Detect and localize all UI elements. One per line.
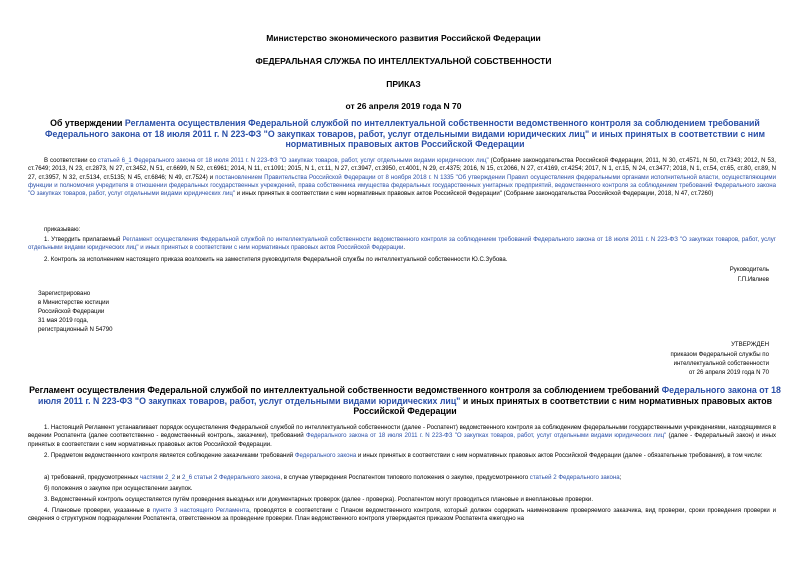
registration-line-4: 31 мая 2019 года, [38, 317, 89, 324]
preamble-paragraph [28, 157, 776, 198]
reglament-p4-text-1: 4. Плановые проверки, указанные в [44, 507, 153, 514]
reglament-paragraph-3 [28, 496, 776, 504]
reglament-p3-text: 3. Ведомственный контроль осуществляется путём проведения выездных или документарных проверок (далее - проверка). Роспатентом могут проводиться плановые и внеплановые проверки. [44, 496, 594, 503]
reglament-paragraph-1 [28, 424, 776, 449]
approved-line-2: приказом Федеральной службы по [670, 351, 769, 358]
order-title-link[interactable]: Регламента осуществления Федеральной службой по интеллектуальной собственности ведомственного контроля за соблюдением требований Федерального закона от 18 июля 2011 г. N 223-ФЗ "О закупках товаров, работ, услуг отдельными видами юридических лиц" и иных принятых в соответствии с ним нормативных правовых актов Российской Федерации [44, 118, 766, 149]
orders-word-text: приказываю: [44, 226, 81, 233]
registration-line-3: Российской Федерации [38, 308, 105, 315]
orders-word [28, 226, 776, 234]
reglament-p2-link[interactable]: Федерального закона [294, 452, 357, 459]
reglament-p2-text-2: и иных принятых в соответствии с ним нормативных правовых актов Российской Федерации (далее - обязательные требования), в том числе: [356, 452, 763, 459]
reglament-p4-link[interactable]: пункте 3 настоящего Регламента [152, 507, 250, 514]
reglament-p1-text-1: 1. Настоящий Регламент устанавливает порядок осуществления Федеральной службой по интеллектуальной собственности (далее - Роспатент) ведомственного контроля за соблюдением федеральными государственными учреждениями, находящимися в ведении Роспатента (далее соответственно - ведомственный контроль, заказчики), требований [28, 424, 776, 440]
preamble-link-resolution[interactable]: постановлением Правительства Российской Федерации от 8 ноября 2018 г. N 1335 "Об утверждении Правил осуществления федеральными органами исполнительной власти, осуществляющими функции и полномочия учредителя в отношении федеральных государственных учреждений, права собственника имущества федеральных государственных унитарных предприятий, ведомственного контроля за соблюдением требований Федерального закона "О закупках товаров, работ, услуг отдельными видами юридических лиц" [28, 173, 776, 198]
reglament-paragraph-4 [28, 507, 776, 524]
reglament-p2a-text-1: а) требований, предусмотренных [44, 474, 140, 481]
reglament-p2a-text-3: , в случае утверждения Роспатентом типового положения о закупке, предусмотренного [280, 474, 530, 481]
reglament-title [24, 385, 786, 417]
preamble-text-2: (Собрание законодательства Российской Федерации, 2011, N 30, ст.4571, N 50, ст.7343; 2012, N 53, ст.7649; 2013, N 23, ст.2873, N 27, ст.3452, N 51, ст.6699, N 52, ст.6961; 2014, N 11, ст.1091; 2015, N 1, ст.11, N 27, ст.3947, ст.3950, ст.4001, N 29, ст.4375; 2016, N 15, ст.2066, N 27, ст.4169, ст.4254; 2017, N 1, ст.15, N 24, ст.3477; 2018, N 1, ст.54, ст.65, ст.80, ст.89, N 27, ст.3957, N 32, ст.5134, ст.5135; N 45, ст.6846; N 49, ст.7524) и [28, 157, 776, 181]
reglament-paragraph-2b [28, 485, 776, 493]
registration-line-2: в Министерстве юстиции [38, 299, 109, 306]
approved-line-4: от 26 апреля 2019 года N 70 [688, 369, 769, 376]
reglament-p2b-text: б) положения о закупке при осуществлении закупок. [44, 485, 193, 492]
reglament-title-text-1: Регламент осуществления Федеральной службой по интеллектуальной собственности ведомственного контроля за соблюдением требований [29, 385, 662, 395]
order-title-prefix: Об утверждении [50, 118, 125, 128]
preamble-link-law[interactable]: статьей 6_1 Федерального закона от 18 июля 2011 г. N 223-ФЗ "О закупках товаров, работ, услуг отдельными видами юридических лиц" [97, 157, 489, 164]
order-item-1-link[interactable]: Регламент осуществления Федеральной службой по интеллектуальной собственности ведомственного контроля за соблюдением требований Федерального закона от 18 июля 2011 г. N 223-ФЗ "О закупках товаров, работ, услуг отдельными видами юридических лиц" и иных принятых в соответствии с ним нормативных правовых актов Российской Федерации [28, 236, 777, 252]
preamble-text-3: и иных принятых в соответствии с ним нормативных правовых актов Российской Федерации" (Собрание законодательства Российской Федерации, 2018, N 47, ст.7260) [235, 190, 714, 198]
order-title [24, 118, 786, 150]
ministry-heading: Министерство экономического развития Российской Федерации [266, 33, 541, 43]
registration-line-5: регистрационный N 54790 [38, 326, 113, 333]
reglament-p2a-link-3[interactable]: статьей 2 Федерального закона [529, 474, 620, 481]
signature-position: Руководитель [729, 266, 769, 273]
reglament-title-link[interactable]: Федерального закона от 18 июля 2011 г. N 223-ФЗ "О закупках товаров, работ, услуг отдельными видами юридических лиц" [37, 385, 781, 406]
reglament-p2a-link-2[interactable]: 2_6 статьи 2 Федерального закона [181, 474, 281, 481]
reglament-paragraph-2 [28, 452, 776, 460]
order-item-2 [28, 256, 776, 264]
reglament-title-text-2: и иных принятых в соответствии с ним нормативных правовых актов Российской Федерации [353, 395, 773, 416]
preamble-text-1: В соответствии со [44, 157, 98, 164]
reglament-p4-text-2: , проводятся в соответствии с Планом ведомственного контроля, который должен содержать наименование проверяемого заказчика, вид проверки, сроки проведения проверки и сведения о структурном подразделении Роспатента, ответственном за проведение проверки. План ведомственного контроля утверждается приказом Роспатента ежегодно на [28, 507, 776, 523]
order-item-1-text-1: 1. Утвердить прилагаемый [44, 236, 123, 243]
reglament-p1-link[interactable]: Федерального закона от 18 июля 2011 г. N 223-ФЗ "О закупках товаров, работ, услуг отдельными видами юридических лиц" [305, 432, 667, 440]
registration-line-1: Зарегистрировано [38, 290, 91, 297]
reglament-p1-text-2: (далее - Федеральный закон) и иных принятых в соответствии с ним нормативных правовых актов Российской Федерации. [28, 432, 776, 448]
reglament-p2a-text-2: и [175, 474, 182, 481]
order-item-1-text-2: . [403, 244, 406, 252]
agency-heading: ФЕДЕРАЛЬНАЯ СЛУЖБА ПО ИНТЕЛЛЕКТУАЛЬНОЙ СОБСТВЕННОСТИ [255, 56, 552, 66]
doc-type-heading: ПРИКАЗ [386, 79, 421, 89]
order-item-1 [28, 236, 776, 253]
doc-date-heading: от 26 апреля 2019 года N 70 [345, 101, 462, 111]
reglament-p2a-link-1[interactable]: частями 2_2 [140, 474, 176, 481]
order-item-2-text: 2. Контроль за исполнением настоящего приказа возложить на заместителя руководителя Федеральной службы по интеллектуальной собственности Ю.С.Зубова. [44, 256, 508, 263]
reglament-p2a-text-4: ; [619, 474, 622, 481]
reglament-p2-text-1: 2. Предметом ведомственного контроля является соблюдение заказчиками требований [44, 452, 295, 459]
signature-name: Г.П.Ивлиев [737, 276, 769, 283]
reglament-paragraph-2a [28, 474, 776, 482]
approved-line-3: интеллектуальной собственности [673, 360, 769, 367]
approved-line-1: УТВЕРЖДЕН [731, 341, 769, 348]
